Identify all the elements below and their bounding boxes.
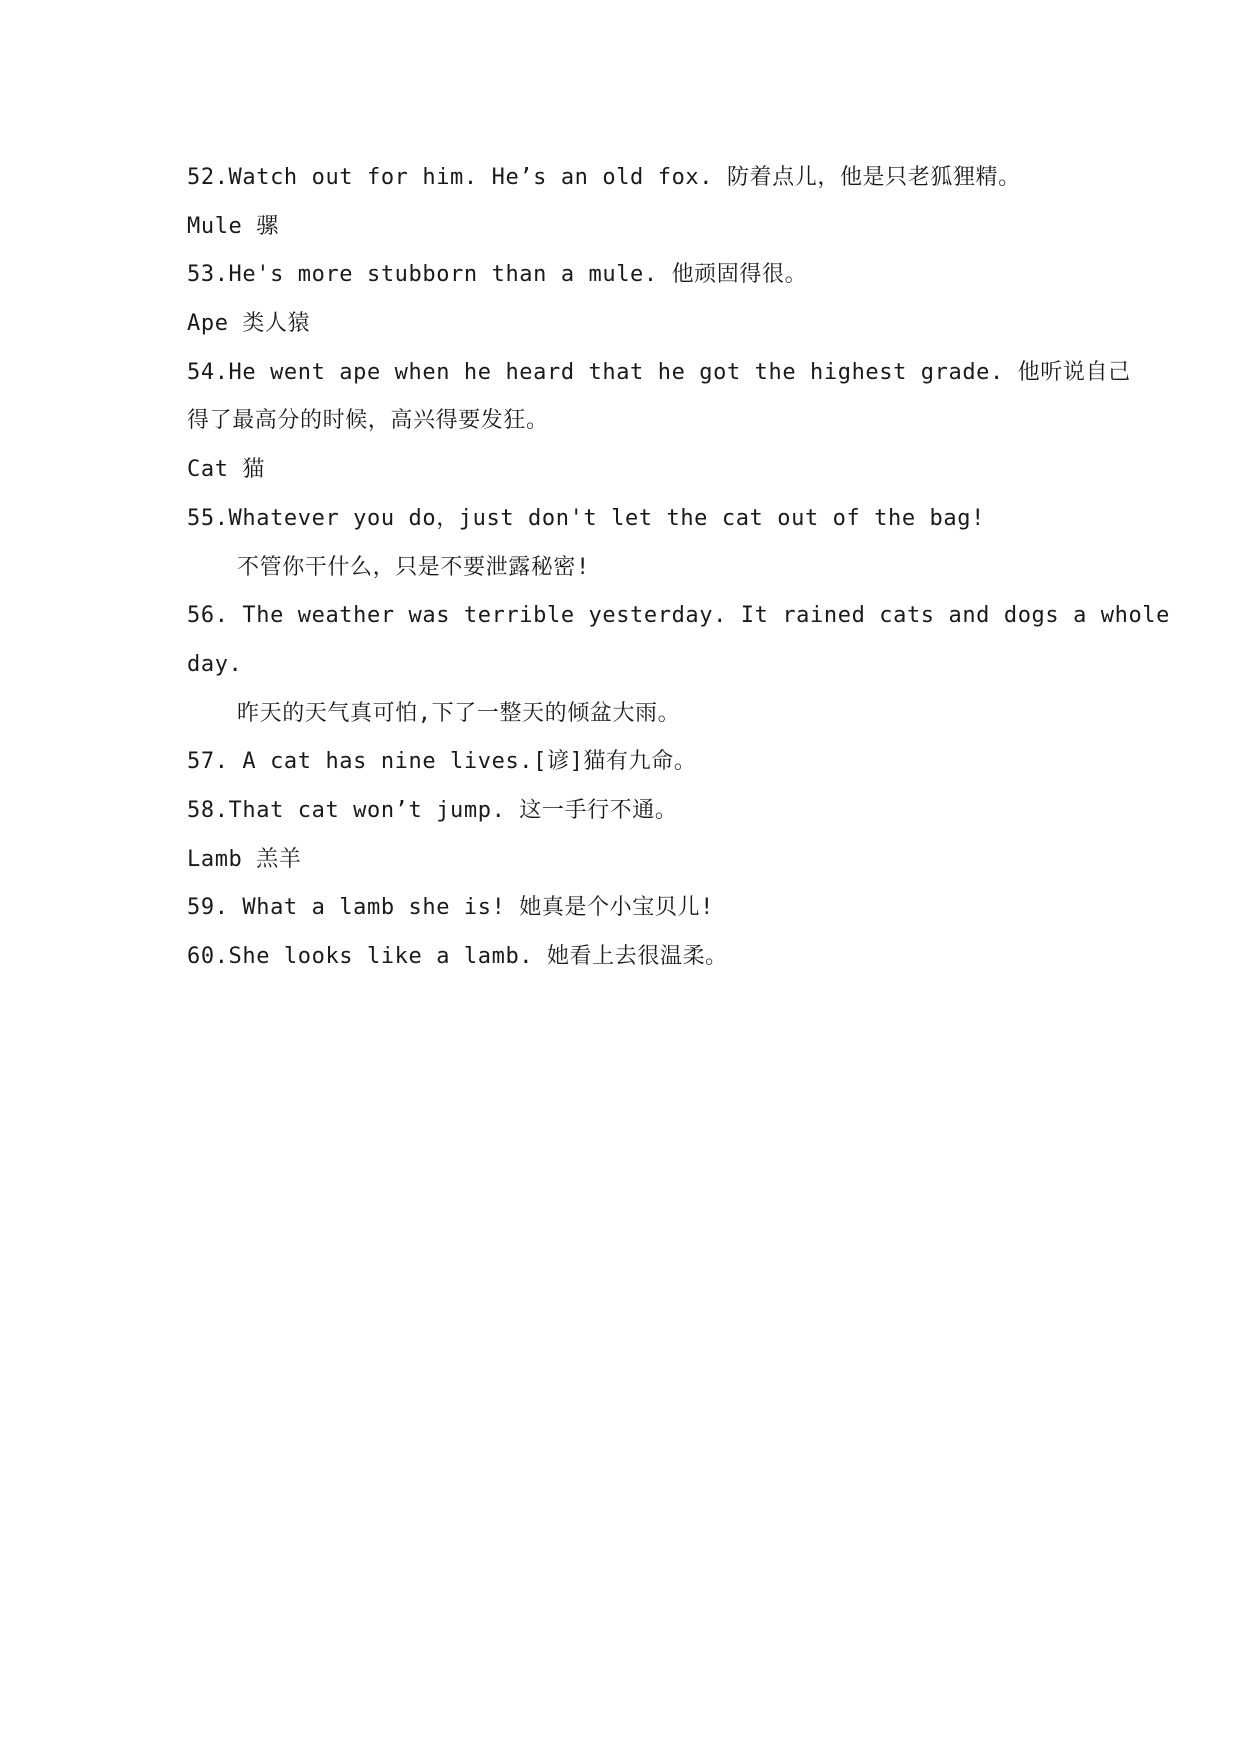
heading-lamb: Lamb 羔羊 — [187, 846, 302, 872]
line-56-continued: day. — [187, 651, 243, 677]
heading-mule: Mule 骡 — [187, 213, 279, 239]
heading-ape: Ape 类人猿 — [187, 311, 311, 337]
document-body — [187, 154, 1171, 982]
line-55-translation: 不管你干什么，只是不要泄露秘密! — [237, 554, 590, 580]
line-54: 54.He went ape when he heard that he got the highest grade. 他听说自己 — [187, 359, 1131, 385]
line-53: 53.He's more stubborn than a mule. 他顽固得很。 — [187, 262, 808, 288]
line-54-continued: 得了最高分的时候，高兴得要发狂。 — [187, 408, 549, 434]
line-56: 56. The weather was terrible yesterday. It rained cats and dogs a whole — [187, 603, 1171, 629]
line-56-translation: 昨天的天气真可怕,下了一整天的倾盆大雨。 — [237, 700, 681, 726]
line-58: 58.That cat won’t jump. 这一手行不通。 — [187, 797, 678, 823]
line-59: 59. What a lamb she is! 她真是个小宝贝儿! — [187, 895, 714, 921]
line-60: 60.She looks like a lamb. 她看上去很温柔。 — [187, 944, 728, 969]
heading-cat: Cat 猫 — [187, 457, 265, 483]
line-57: 57. A cat has nine lives.[谚]猫有九命。 — [187, 749, 697, 775]
line-52: 52.Watch out for him. He’s an old fox. 防着点儿，他是只老狐狸精。 — [187, 165, 1021, 190]
line-55: 55.Whatever you do，just don't let the cat out of the bag! — [187, 505, 985, 531]
